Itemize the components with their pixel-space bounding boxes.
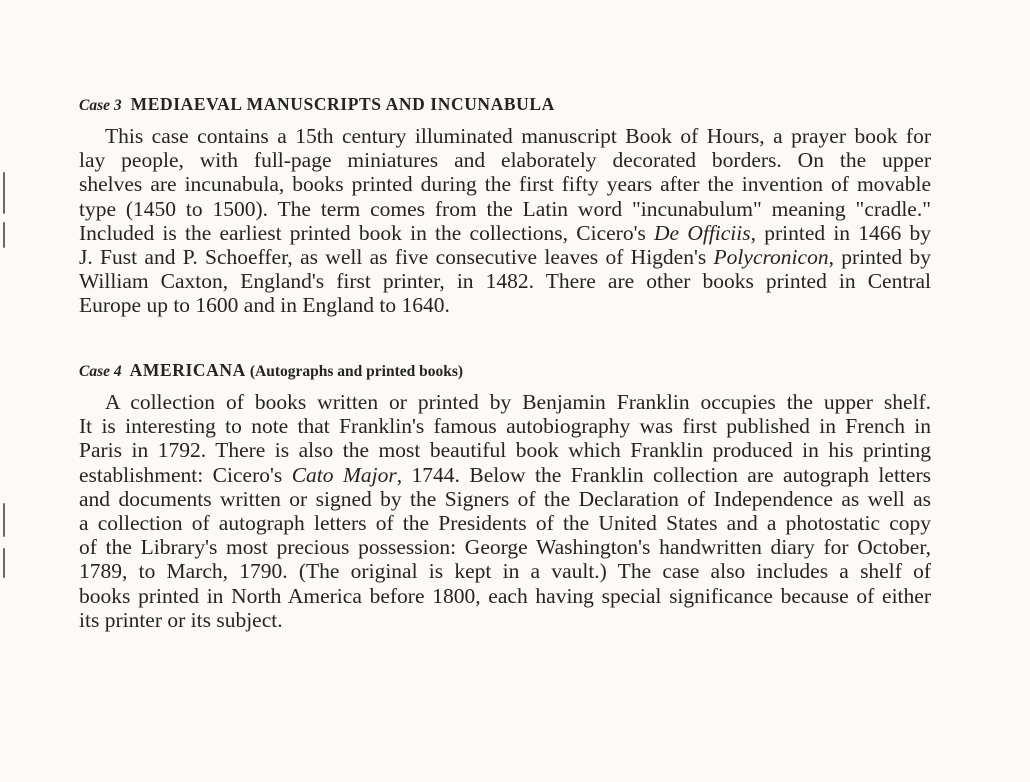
text-line: a collection of autograph letters of the Presidents of the United States and a photostatic copy <box>79 511 931 536</box>
text-line: A collection of books written or printed by Benjamin Franklin occupies the upper shelf. <box>105 390 931 414</box>
text-line: type (1450 to 1500). The term comes from the Latin word "incunabulum" meaning "cradle." <box>79 196 931 221</box>
binding-mark <box>3 503 5 537</box>
text-line: of the Library's most precious possession: George Washington's handwritten diary for October, <box>79 535 931 560</box>
text-line: It is interesting to note that Franklin's famous autobiography was first published in French in <box>79 414 931 439</box>
binding-mark <box>3 222 5 248</box>
case-4-paragraph <box>79 390 931 632</box>
case-3-paragraph <box>79 124 931 318</box>
case-4-title: AMERICANA <box>129 360 245 380</box>
text-line: William Caxton, England's first printer, in 1482. There are other books printed in Central <box>79 269 931 294</box>
text-line: its printer or its subject. <box>79 607 283 632</box>
binding-mark <box>3 548 5 578</box>
case-4-heading <box>79 358 931 384</box>
text-line: Paris in 1792. There is also the most beautiful book which Franklin produced in his printing <box>79 438 931 463</box>
text-line: J. Fust and P. Schoeffer, as well as five consecutive leaves of Higden's Polycronicon, printed by <box>79 245 931 270</box>
text-line: Europe up to 1600 and in England to 1640. <box>79 293 450 318</box>
binding-mark <box>3 172 5 214</box>
book-title-polycronicon: Polycronicon <box>713 245 829 270</box>
text-line: shelves are incunabula, books printed during the first fifty years after the invention of movable <box>79 172 931 197</box>
case-3-section <box>79 92 931 318</box>
text-line: 1789, to March, 1790. (The original is kept in a vault.) The case also includes a shelf of <box>79 559 931 584</box>
text-line: Included is the earliest printed book in the collections, Cicero's De Officiis, printed in 1466 by <box>79 220 931 245</box>
text-line: books printed in North America before 1800, each having special significance because of either <box>79 583 931 608</box>
text-line: and documents written or signed by the Signers of the Declaration of Independence as well as <box>79 486 931 511</box>
text-line: lay people, with full-page miniatures and elaborately decorated borders. On the upper <box>79 148 931 173</box>
case-3-label: Case 3 <box>79 97 122 114</box>
book-title-de-officiis: De Officiis <box>654 220 751 245</box>
case-4-section <box>79 358 931 632</box>
case-3-heading <box>79 92 931 118</box>
book-title-cato-major: Cato Major <box>291 462 397 487</box>
case-4-subtitle: (Autographs and printed books) <box>249 363 464 380</box>
case-3-title: MEDIAEVAL MANUSCRIPTS AND INCUNABULA <box>130 94 555 114</box>
text-line: establishment: Cicero's Cato Major, 1744. Below the Franklin collection are autograph letters <box>79 462 931 487</box>
case-4-label: Case 4 <box>79 363 122 380</box>
text-line: This case contains a 15th century illuminated manuscript Book of Hours, a prayer book for <box>105 124 931 148</box>
